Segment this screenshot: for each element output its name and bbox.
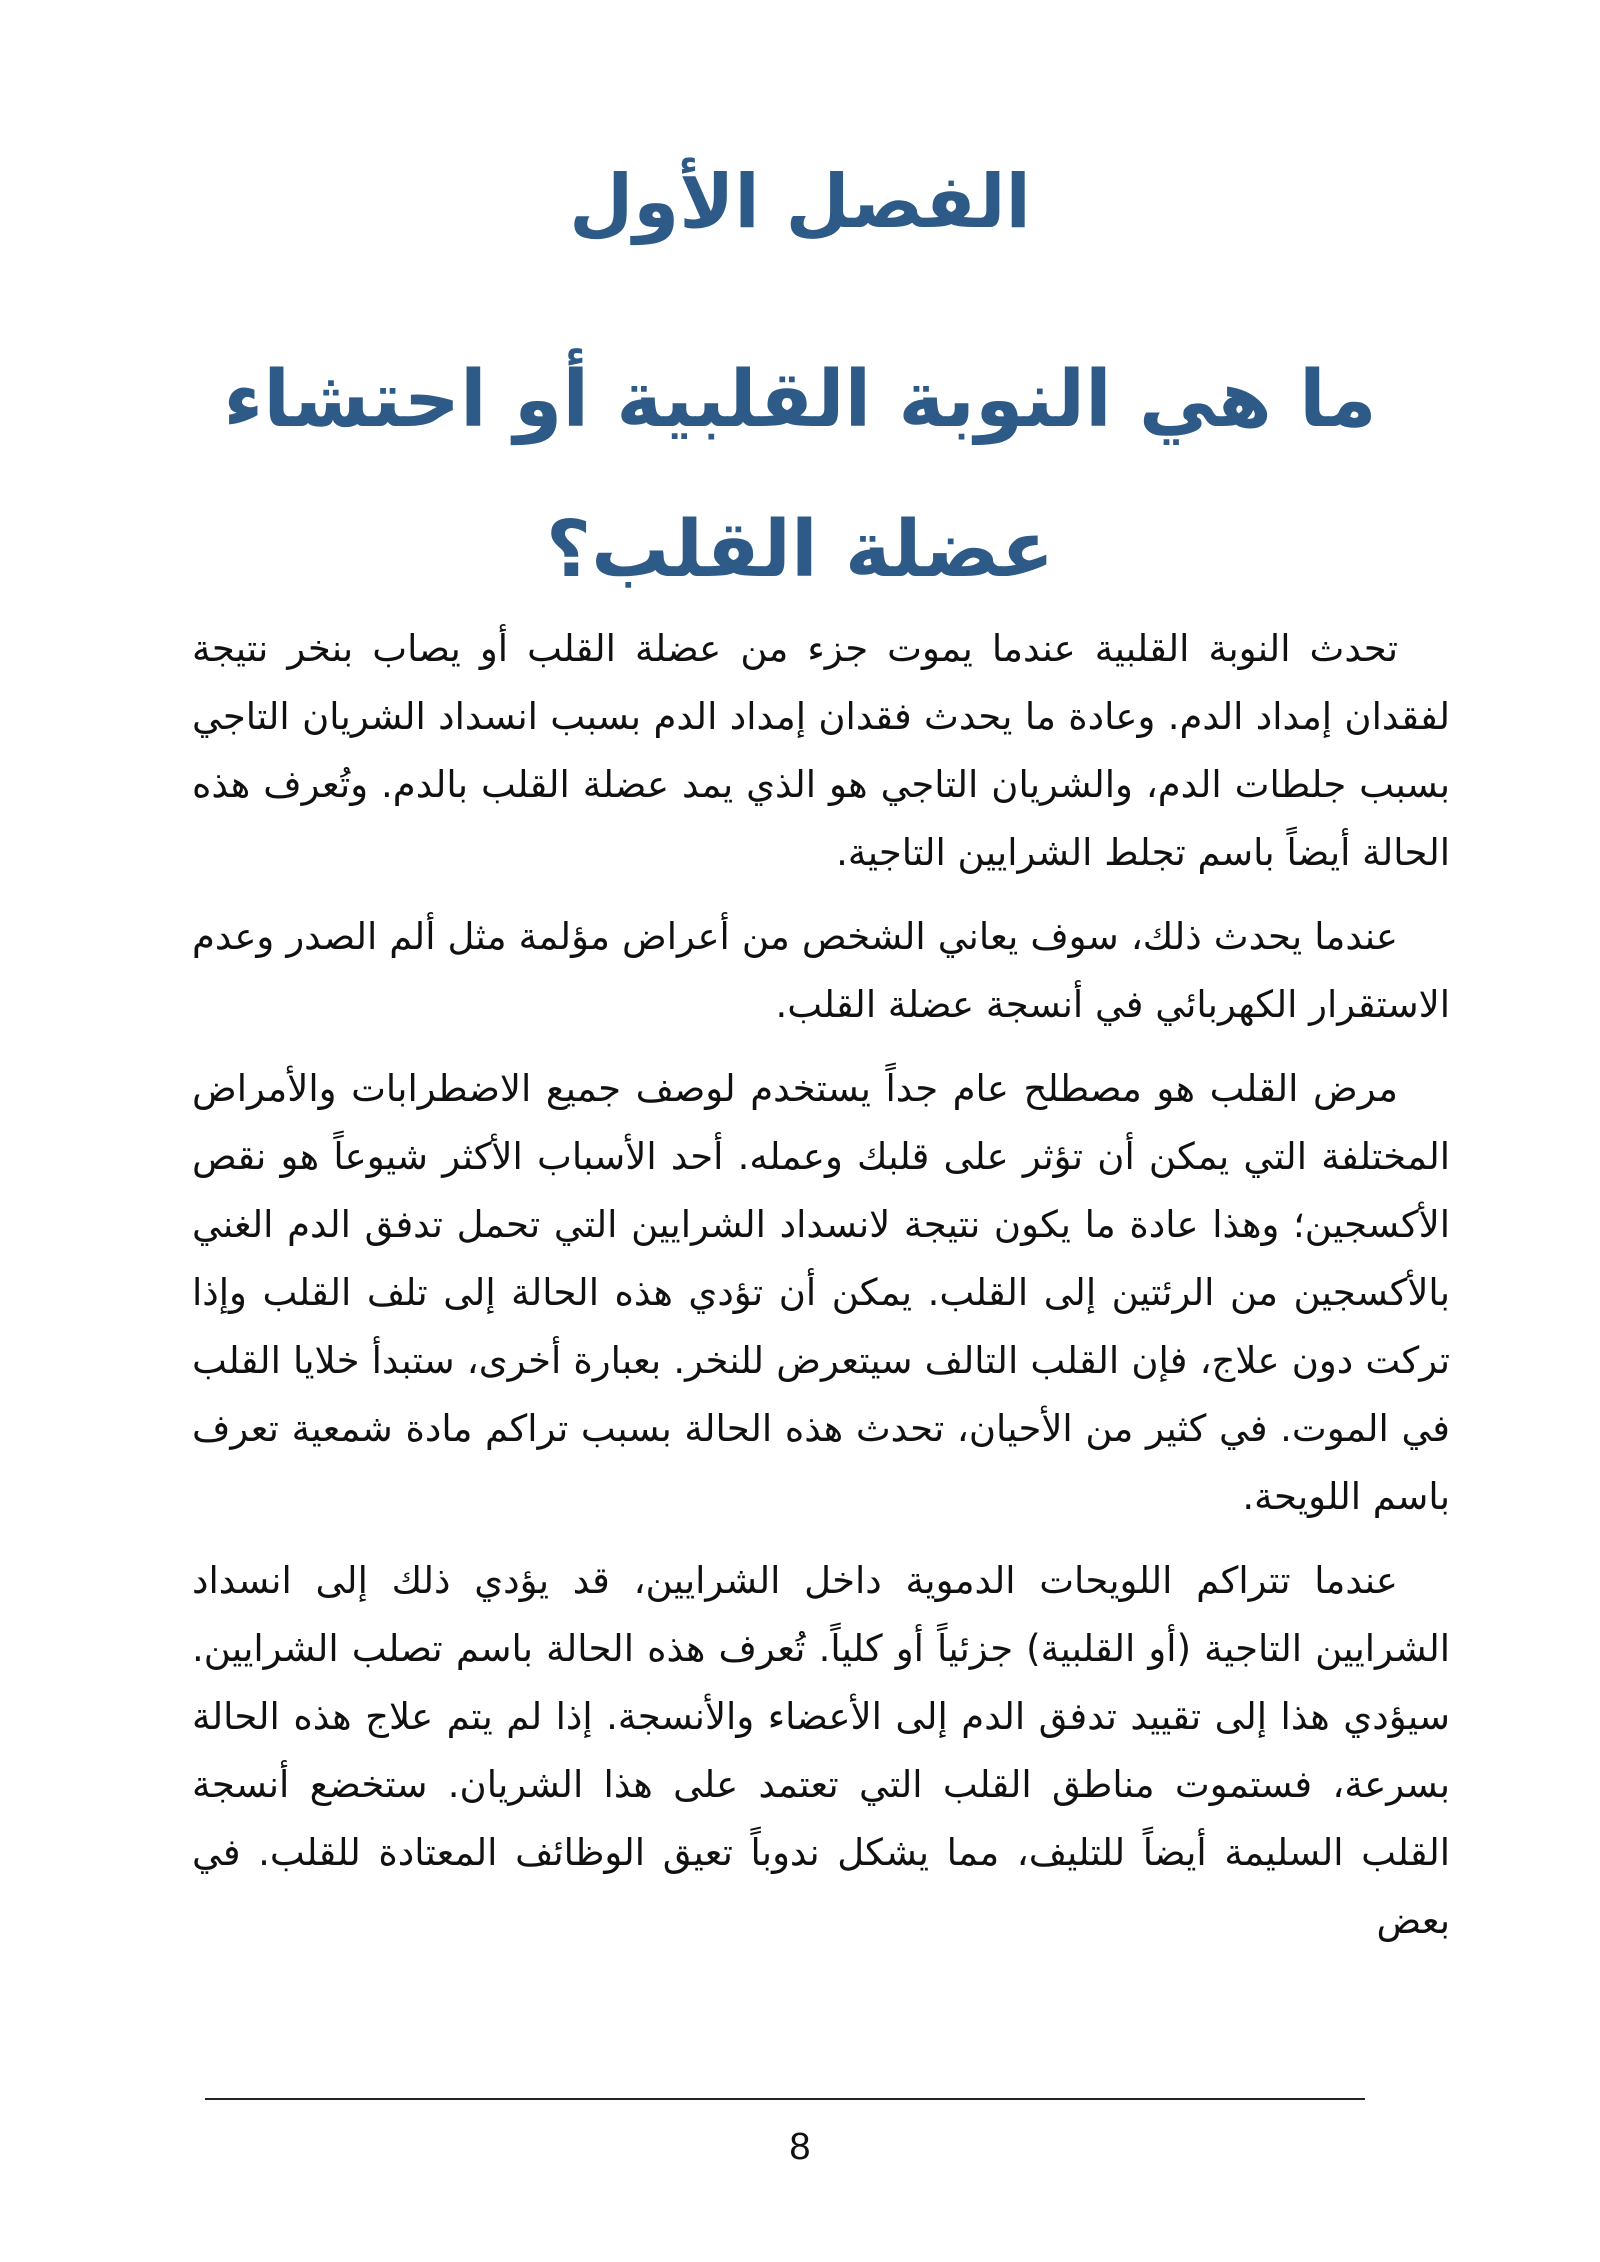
paragraph-3: مرض القلب هو مصطلح عام جداً يستخدم لوصف جميع الاضطرابات والأمراض المختلفة التي يمكن أن تؤثر على قلبك وعمله. أحد الأسباب الأكثر شيوعاً هو نقص الأكسجين؛ وهذا عادة ما يكون نتيجة لانسداد الشرايين التي تحمل تدفق الدم الغني بالأكسجين من الرئتين إلى القلب. يمكن أن تؤدي هذه الحالة إلى تلف القلب وإذا تركت دون علاج، فإن القلب التالف سيتعرض للنخر. بعبارة أخرى، ستبدأ خلايا القلب في الموت. في كثير من الأحيان، تحدث هذه الحالة بسبب تراكم مادة شمعية تعرف باسم اللويحة. — [192, 1067, 1450, 1518]
paragraph-4: عندما تتراكم اللويحات الدموية داخل الشرايين، قد يؤدي ذلك إلى انسداد الشرايين التاجية (أو القلبية) جزئياً أو كلياً. تُعرف هذه الحالة باسم تصلب الشرايين. سيؤدي هذا إلى تقييد تدفق الدم إلى الأعضاء والأنسجة. إذا لم يتم علاج هذه الحالة بسرعة، فستموت مناطق القلب التي تعتمد على هذا الشريان. ستخضع أنسجة القلب السليمة أيضاً للتليف، مما يشكل ندوباً تعيق الوظائف المعتادة للقلب. في بعض — [192, 1559, 1450, 1942]
chapter-label: الفصل الأول — [569, 159, 1031, 245]
chapter-title: ما هي النوبة القلبية أو احتشاء عضلة القلب؟ — [223, 355, 1377, 595]
page-number: 8 — [789, 2126, 811, 2168]
footer-divider — [205, 2098, 1365, 2100]
paragraph-1: تحدث النوبة القلبية عندما يموت جزء من عضلة القلب أو يصاب بنخر نتيجة لفقدان إمداد الدم. وعادة ما يحدث فقدان إمداد الدم بسبب انسداد الشريان التاجي بسبب جلطات الدم، والشريان التاجي هو الذي يمد عضلة القلب بالدم. وتُعرف هذه الحالة أيضاً باسم تجلط الشرايين التاجية. — [192, 627, 1450, 874]
body-text — [192, 615, 1450, 1971]
paragraph-2: عندما يحدث ذلك، سوف يعاني الشخص من أعراض مؤلمة مثل ألم الصدر وعدم الاستقرار الكهربائي في أنسجة عضلة القلب. — [192, 915, 1450, 1026]
